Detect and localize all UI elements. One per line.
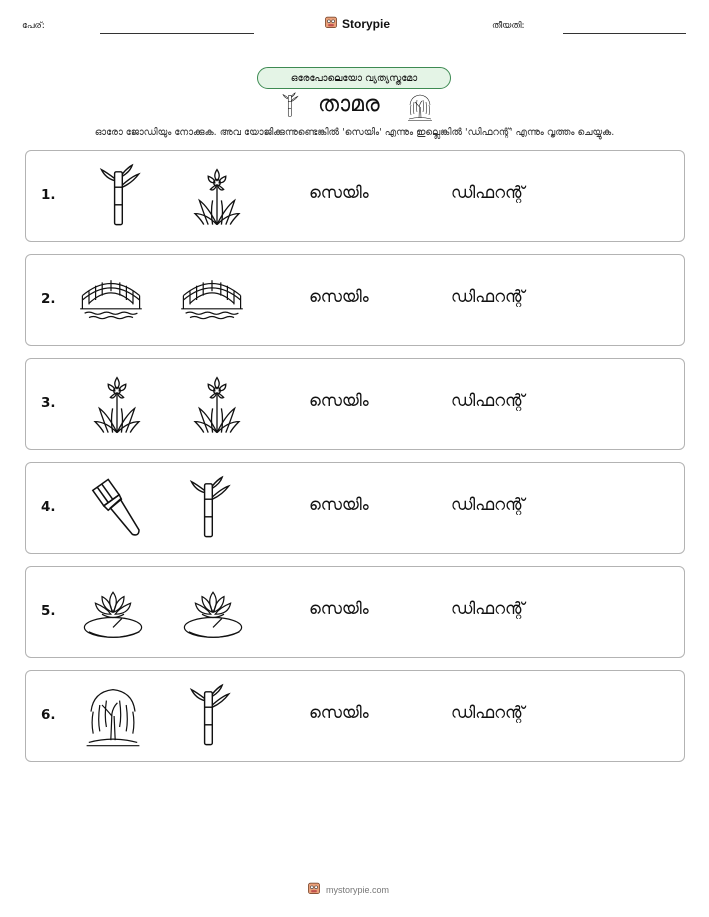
daffodil-icon xyxy=(184,163,250,229)
willow-tree-icon xyxy=(80,683,146,749)
bamboo-icon xyxy=(176,475,242,541)
different-option[interactable]: ഡിഫറന്റ് xyxy=(451,495,525,514)
paintbrush-icon xyxy=(84,475,150,541)
different-option[interactable]: ഡിഫറന്റ് xyxy=(451,391,525,410)
page-title: താമര xyxy=(318,92,380,117)
same-option[interactable]: സെയിം xyxy=(309,495,369,514)
instructions: ഓരോ ജോഡിയും നോക്കുക. അവ യോജിക്കുന്നുണ്ടെങ്കിൽ 'സെയിം' എന്നും ഇല്ലെങ്കിൽ 'ഡിഫറന്റ്' എന്നും വൃത്തം ചെയ്യുക. xyxy=(94,127,615,138)
question-number: 2. xyxy=(41,291,56,307)
bamboo-icon xyxy=(176,683,242,749)
storypie-logo-icon xyxy=(324,14,338,33)
date-line xyxy=(563,33,686,34)
question-row-1 xyxy=(25,150,685,242)
question-row-3 xyxy=(25,358,685,450)
date-label: തീയതി: xyxy=(492,21,525,31)
daffodil-icon xyxy=(84,371,150,437)
bamboo-icon xyxy=(277,92,303,120)
different-option[interactable]: ഡിഫറന്റ് xyxy=(451,703,525,722)
daffodil-icon xyxy=(184,371,250,437)
same-option[interactable]: സെയിം xyxy=(309,183,369,202)
bridge-icon xyxy=(78,267,144,333)
willow-tree-icon xyxy=(405,92,435,122)
footer-url[interactable]: mystorypie.com xyxy=(326,884,390,895)
bridge-icon xyxy=(179,267,245,333)
different-option[interactable]: ഡിഫറന്റ് xyxy=(451,599,525,618)
worksheet-type-badge: ഒരേപോലെയോ വ്യത്യസ്തമോ xyxy=(257,67,451,89)
brand xyxy=(324,14,390,33)
same-option[interactable]: സെയിം xyxy=(309,391,369,410)
same-option[interactable]: സെയിം xyxy=(309,703,369,722)
brand-name: Storypie xyxy=(342,16,391,31)
storypie-logo-icon xyxy=(307,880,321,899)
lotus-icon xyxy=(180,579,246,645)
question-row-2 xyxy=(25,254,685,346)
question-row-5 xyxy=(25,566,685,658)
different-option[interactable]: ഡിഫറന്റ് xyxy=(451,287,525,306)
question-row-4 xyxy=(25,462,685,554)
same-option[interactable]: സെയിം xyxy=(309,599,369,618)
question-number: 4. xyxy=(41,499,56,515)
footer xyxy=(307,880,389,899)
question-number: 6. xyxy=(41,707,56,723)
lotus-icon xyxy=(80,579,146,645)
question-number: 5. xyxy=(41,603,56,619)
question-row-6 xyxy=(25,670,685,762)
different-option[interactable]: ഡിഫറന്റ് xyxy=(451,183,525,202)
question-number: 3. xyxy=(41,395,56,411)
name-line xyxy=(100,33,254,34)
bamboo-icon xyxy=(86,163,152,229)
question-number: 1. xyxy=(41,187,56,203)
name-label: പേര്: xyxy=(22,21,45,31)
same-option[interactable]: സെയിം xyxy=(309,287,369,306)
